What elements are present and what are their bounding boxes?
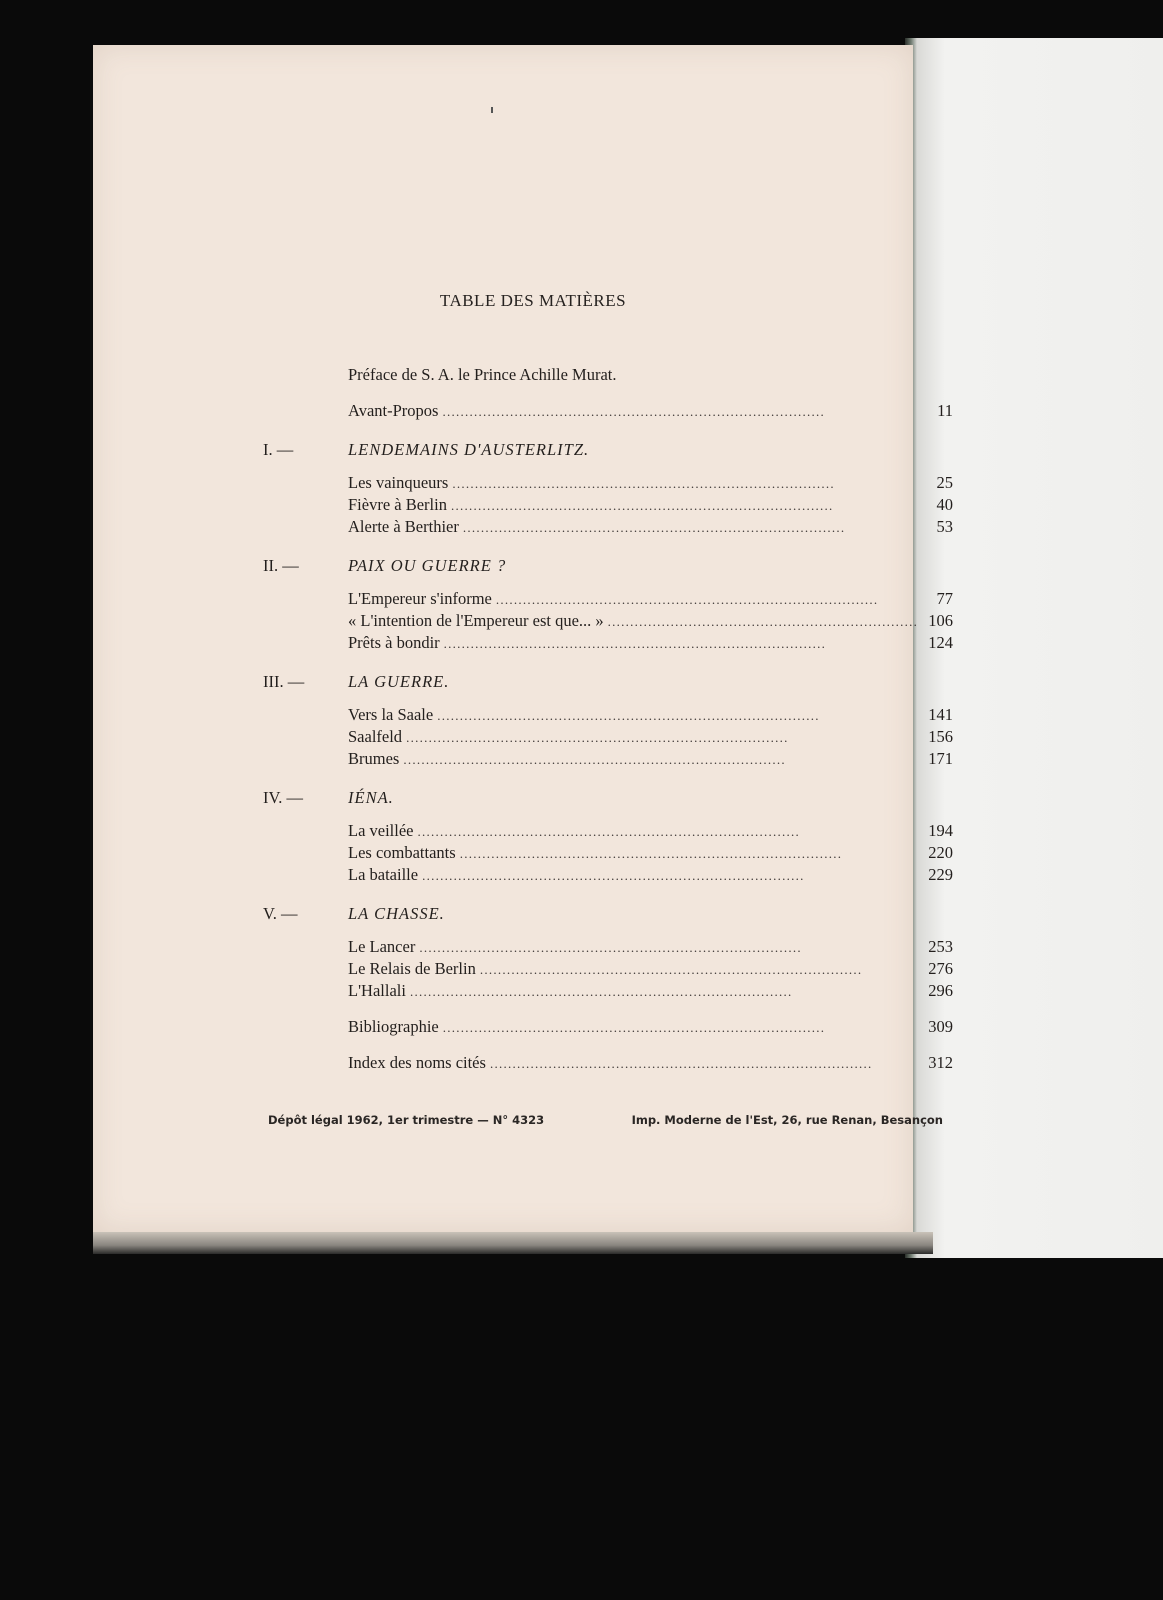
chapter-number: IV. — — [263, 788, 304, 807]
chapter-title: IÉNA. — [348, 788, 394, 807]
entry-page: 77 — [936, 589, 953, 608]
entry-label: Alerte à Berthier — [348, 517, 459, 536]
entry-page: 106 — [928, 611, 953, 630]
entry-label: Le Relais de Berlin — [348, 959, 476, 978]
leader-dots — [410, 981, 919, 1003]
entry-page: 141 — [928, 705, 953, 724]
entry-page: 25 — [936, 473, 953, 492]
leader-dots — [419, 937, 919, 959]
entry-page: 229 — [928, 865, 953, 884]
chapter-number: I. — — [263, 440, 294, 459]
leader-dots — [451, 495, 919, 517]
entry-label: Bibliographie — [348, 1017, 439, 1036]
entry-page: 312 — [928, 1053, 953, 1072]
entry-page: 276 — [928, 959, 953, 978]
entry-page: 296 — [928, 981, 953, 1000]
toc-entry-bibliographie — [348, 1016, 953, 1038]
toc-entry — [348, 516, 953, 538]
entry-label: Les vainqueurs — [348, 473, 449, 492]
entry-page: 124 — [928, 633, 953, 652]
toc-entry — [348, 958, 953, 980]
leader-dots — [490, 1053, 919, 1075]
page-bottom-edge — [93, 1232, 933, 1254]
entry-label: Prêts à bondir — [348, 633, 440, 652]
toc-entry — [348, 588, 953, 610]
leader-dots — [437, 705, 919, 727]
toc-entry-index — [348, 1052, 953, 1074]
leader-dots — [442, 401, 919, 423]
legal-deposit: Dépôt légal 1962, 1er trimestre — N° 4323 — [268, 1113, 545, 1127]
printer-info: Imp. Moderne de l'Est, 26, rue Renan, Besançon — [631, 1113, 943, 1127]
leader-dots — [480, 959, 919, 981]
table-of-contents — [263, 358, 953, 1074]
leader-dots — [418, 821, 919, 843]
leader-dots — [452, 473, 919, 495]
chapter-title: LA CHASSE. — [348, 904, 445, 923]
entry-page: 309 — [928, 1017, 953, 1036]
leader-dots — [406, 727, 919, 749]
toc-entry — [348, 610, 953, 632]
leader-dots — [422, 865, 919, 887]
toc-entry — [348, 980, 953, 1002]
chapter-heading — [263, 668, 953, 696]
chapter-title: LA GUERRE. — [348, 672, 450, 691]
imprint-footer — [268, 1113, 943, 1127]
page-title: TABLE DES MATIÈRES — [439, 291, 627, 310]
chapter-title: PAIX OU GUERRE ? — [348, 556, 507, 575]
chapter-title: LENDEMAINS D'AUSTERLITZ. — [348, 440, 590, 459]
entry-label: Index des noms cités — [348, 1053, 486, 1072]
entry-page: 171 — [928, 749, 953, 768]
chapter-heading — [263, 552, 953, 580]
entry-label: Saalfeld — [348, 727, 403, 746]
toc-entry — [348, 494, 953, 516]
toc-entry — [348, 472, 953, 494]
leader-dots — [608, 611, 919, 633]
preface-line: Préface de S. A. le Prince Achille Murat. — [348, 365, 617, 384]
toc-entry — [348, 632, 953, 654]
entry-label: La veillée — [348, 821, 414, 840]
entry-label: Vers la Saale — [348, 705, 434, 724]
chapter-heading — [263, 900, 953, 928]
toc-entry-avant-propos — [348, 400, 953, 422]
toc-entry — [348, 842, 953, 864]
toc-entry — [348, 820, 953, 842]
entry-page: 194 — [928, 821, 953, 840]
leader-dots — [496, 589, 919, 611]
leader-dots — [403, 749, 919, 771]
chapter-number: III. — — [263, 672, 305, 691]
leader-dots — [463, 517, 919, 539]
entry-label: « L'intention de l'Empereur est que... » — [348, 611, 604, 630]
leader-dots — [444, 633, 919, 655]
entry-label: Brumes — [348, 749, 400, 768]
entry-label: Les combattants — [348, 843, 456, 862]
entry-page: 253 — [928, 937, 953, 956]
leader-dots — [460, 843, 919, 865]
entry-page: 220 — [928, 843, 953, 862]
entry-label: L'Hallali — [348, 981, 406, 1000]
toc-entry — [348, 704, 953, 726]
toc-entry — [348, 864, 953, 886]
leader-dots — [443, 1017, 919, 1039]
entry-page: 11 — [937, 401, 953, 420]
entry-page: 40 — [936, 495, 953, 514]
entry-label: La bataille — [348, 865, 419, 884]
page-mark — [491, 107, 493, 113]
book-page — [93, 45, 953, 1232]
entry-label: Fièvre à Berlin — [348, 495, 447, 514]
chapter-number: II. — — [263, 556, 299, 575]
entry-label: Le Lancer — [348, 937, 416, 956]
chapter-heading — [263, 436, 953, 464]
entry-label: L'Empereur s'informe — [348, 589, 492, 608]
toc-entry — [348, 726, 953, 748]
entry-page: 156 — [928, 727, 953, 746]
toc-entry — [348, 748, 953, 770]
entry-label: Avant-Propos — [348, 401, 439, 420]
chapter-number: V. — — [263, 904, 298, 923]
entry-page: 53 — [936, 517, 953, 536]
chapter-heading — [263, 784, 953, 812]
toc-entry — [348, 936, 953, 958]
